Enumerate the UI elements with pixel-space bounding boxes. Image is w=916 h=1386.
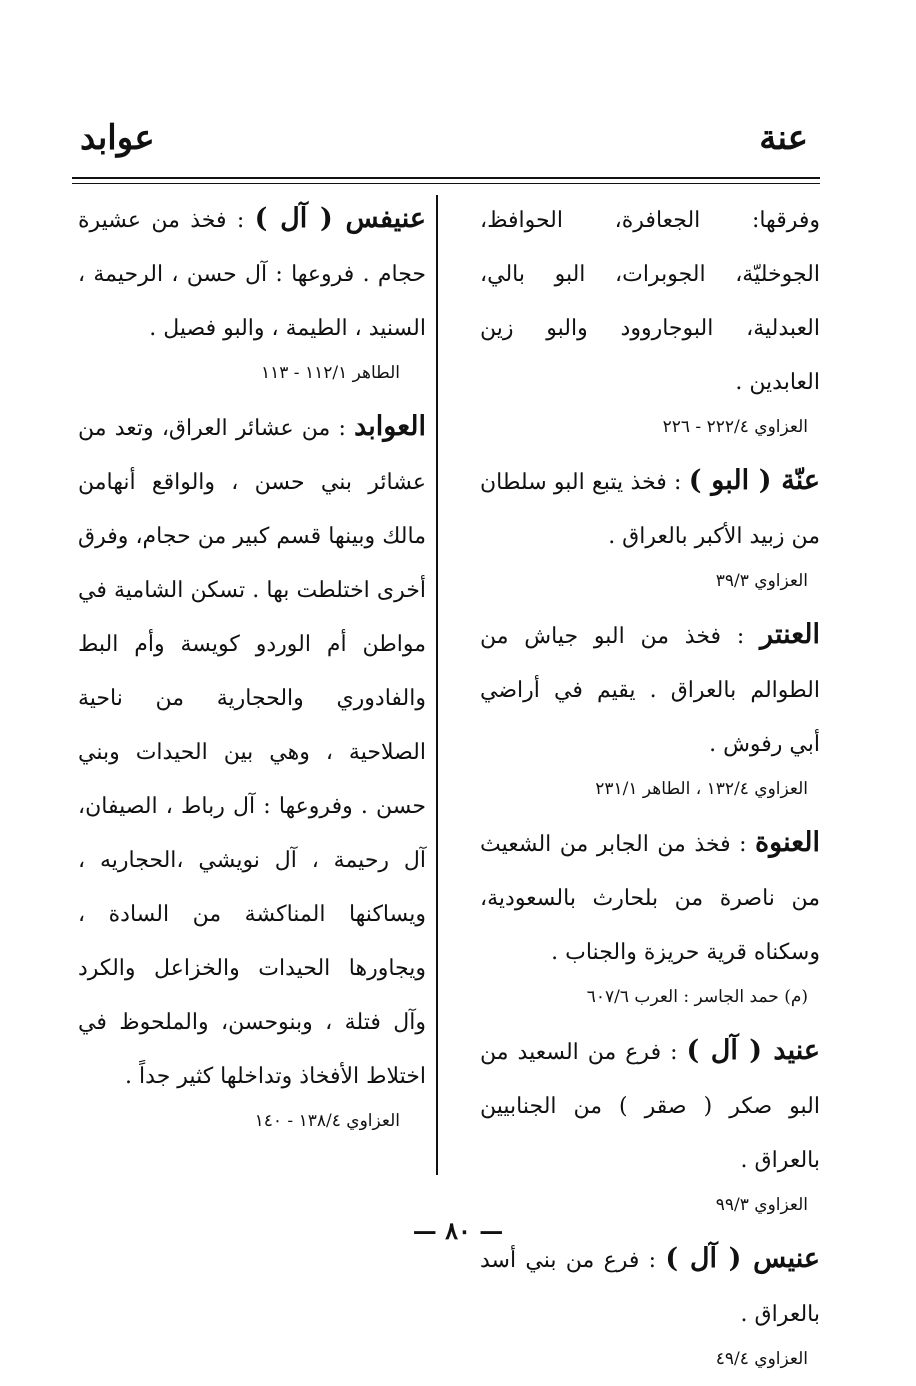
entry bbox=[480, 454, 820, 598]
entry-headword: عنيفس ( آل ) bbox=[254, 203, 427, 234]
entry-reference: العزاوي ٩٩/٣ bbox=[715, 1195, 808, 1215]
entry-text: وفرقها: الجعافرة، الحوافظ، الجوخليّة، الجوبرات، البو بالي، العبدلية، البوجاروود والبو زين العابدين . bbox=[480, 208, 820, 395]
entry-headword: العنتر bbox=[760, 619, 820, 650]
entry-headword: عنيس ( آل ) bbox=[665, 1243, 820, 1274]
entry-headword: العنوة bbox=[755, 827, 820, 858]
right-column bbox=[480, 192, 820, 1386]
entry-text: : فرع من بني أسد بالعراق . bbox=[480, 1248, 820, 1327]
entry bbox=[480, 816, 820, 1014]
running-head-left: عوابد bbox=[80, 118, 155, 158]
entry-reference: الطاهر ١١٢/١ - ١١٣ bbox=[260, 363, 400, 383]
left-column bbox=[78, 192, 426, 1148]
entry-reference: العزاوي ٢٢٢/٤ - ٢٢٦ bbox=[662, 417, 808, 437]
entry bbox=[78, 192, 426, 390]
entry-headword: عنيد ( آل ) bbox=[686, 1035, 821, 1066]
entry bbox=[480, 192, 820, 444]
entry bbox=[480, 1024, 820, 1222]
page-number: — ٨٠ — bbox=[412, 1216, 504, 1245]
entry bbox=[480, 1232, 820, 1376]
running-head-right: عنة bbox=[759, 118, 808, 158]
entry-reference: العزاوي ١٣٨/٤ - ١٤٠ bbox=[254, 1111, 400, 1131]
entry-text: : فرع من السعيد من البو صكر ( صقر ) من الجنابيين بالعراق . bbox=[480, 1040, 820, 1173]
entry-headword: عنّة ( البو ) bbox=[688, 465, 821, 496]
entry-reference: العزاوي ٤٩/٤ bbox=[715, 1349, 808, 1369]
column-divider bbox=[436, 195, 438, 1175]
entry-reference: العزاوي ١٣٢/٤ ، الطاهر ٢٣١/١ bbox=[595, 779, 808, 799]
header-rule-thin bbox=[72, 183, 820, 184]
header-rule bbox=[72, 177, 820, 179]
entry-text: : فخذ من عشيرة حجام . فروعها : آل حسن ، الرحيمة ، السنيد ، الطيمة ، والبو فصيل . bbox=[78, 208, 426, 341]
entry-reference: (م) حمد الجاسر : العرب ٦٠٧/٦ bbox=[586, 987, 808, 1007]
entry-headword: العوابد bbox=[354, 411, 426, 442]
entry-text: : من عشائر العراق، وتعد من عشائر بني حسن ، والواقع أنهامن مالك وبينها قسم كبير من حجام، وفرق أخرى اختلطت بها . تسكن الشامية في مواطن أم الوردو كويسة وأم البط والفادوري والحجارية من ناحية الصلاحية ، وهي بين الحيدات وبني حسن . وفروعها : آل رباط ، الصيفان، آل رحيمة ، آل نويشي ،الحجاريه ، ويساكنها المناكشة من السادة ، ويجاورها الحيدات والخزاعل والكرد وآل فتلة ، وبنوحسن، والملحوظ في اختلاط الأفخاذ وتداخلها كثير جداً . bbox=[78, 416, 426, 1089]
entry-text: : فخذ من البو جياش من الطوالم بالعراق . يقيم في أراضي أبي رفوش . bbox=[480, 624, 820, 757]
entry-text: : فخذ يتبع البو سلطان من زبيد الأكبر بالعراق . bbox=[480, 470, 820, 549]
entry-reference: العزاوي ٣٩/٣ bbox=[715, 571, 808, 591]
entry bbox=[480, 608, 820, 806]
entry-text: : فخذ من الجابر من الشعيث من ناصرة من بلحارث بالسعودية، وسكناه قرية حريزة والجناب . bbox=[480, 832, 820, 965]
entry bbox=[78, 400, 426, 1138]
